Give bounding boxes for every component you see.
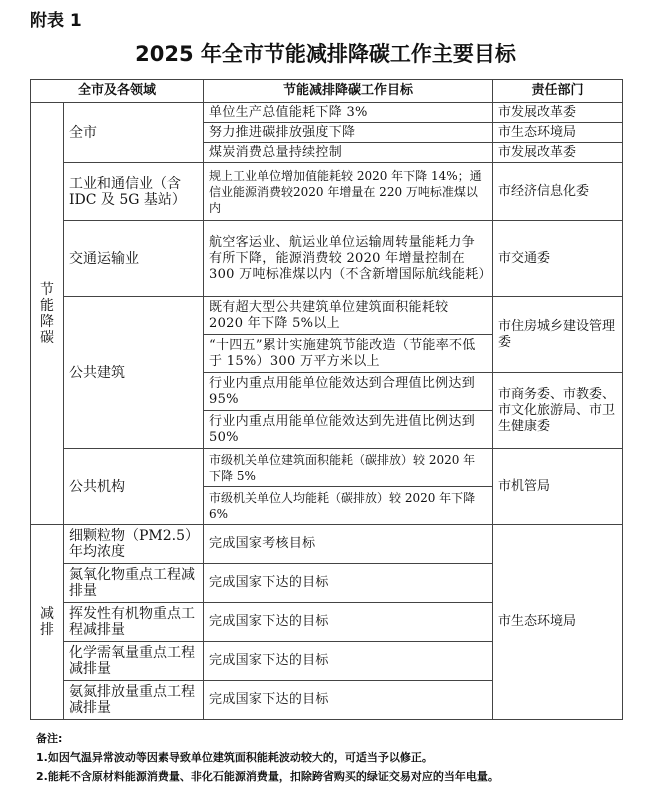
header-domain: 全市及各领域 <box>31 80 204 103</box>
target-cell: 行业内重点用能单位能效达到合理值比例达到 95% <box>204 373 493 411</box>
header-target: 节能减排降碳工作目标 <box>204 80 493 103</box>
target-cell: “十四五”累计实施建筑节能改造（节能率不低于 15%）300 万平方米以上 <box>204 335 493 373</box>
domain-cell: 交通运输业 <box>64 221 204 297</box>
dept-cell: 市住房城乡建设管理委 <box>493 297 623 373</box>
domain-cell: 氮氧化物重点工程减排量 <box>64 564 204 603</box>
domain-cell: 挥发性有机物重点工程减排量 <box>64 603 204 642</box>
table-header-row <box>31 80 623 103</box>
table-row <box>31 221 623 297</box>
table-row <box>31 103 623 123</box>
target-cell: 完成国家下达的目标 <box>204 642 493 681</box>
table-row <box>31 525 623 564</box>
domain-cell: 细颗粒物（PM2.5）年均浓度 <box>64 525 204 564</box>
target-cell: 单位生产总值能耗下降 3% <box>204 103 493 123</box>
table-row <box>31 449 623 487</box>
target-cell: 完成国家下达的目标 <box>204 603 493 642</box>
note-item: 2.能耗不含原材料能源消费量、非化石能源消费量，扣除跨省购买的绿证交易对应的当年电量。 <box>36 770 499 783</box>
target-cell: 完成国家下达的目标 <box>204 681 493 720</box>
target-cell: 既有超大型公共建筑单位建筑面积能耗较 2020 年下降 5%以上 <box>204 297 493 335</box>
target-cell: 煤炭消费总量持续控制 <box>204 143 493 163</box>
header-dept: 责任部门 <box>493 80 623 103</box>
dept-cell: 市发展改革委 <box>493 143 623 163</box>
document-title: 2025 年全市节能减排降碳工作主要目标 <box>135 42 516 66</box>
category-emission: 减排 <box>31 525 64 720</box>
appendix-label: 附表 1 <box>30 11 82 31</box>
dept-cell: 市发展改革委 <box>493 103 623 123</box>
dept-cell: 市商务委、市教委、市文化旅游局、市卫生健康委 <box>493 373 623 449</box>
target-cell: 努力推进碳排放强度下降 <box>204 123 493 143</box>
notes-section <box>30 730 622 787</box>
targets-table <box>30 79 623 720</box>
dept-cell: 市生态环境局 <box>493 123 623 143</box>
target-cell: 航空客运业、航运业单位运输周转量能耗力争有所下降，能源消费较 2020 年增量控制在 300 万吨标准煤以内（不含新增国际航线能耗） <box>204 221 493 297</box>
notes-heading: 备注: <box>36 732 63 745</box>
target-cell: 行业内重点用能单位能效达到先进值比例达到 50% <box>204 411 493 449</box>
note-item: 1.如因气温异常波动等因素导致单位建筑面积能耗波动较大的，可适当予以修正。 <box>36 751 433 764</box>
dept-cell: 市机管局 <box>493 449 623 525</box>
domain-cell: 公共建筑 <box>64 297 204 449</box>
domain-cell: 工业和通信业（含 IDC 及 5G 基站） <box>64 163 204 221</box>
dept-cell: 市生态环境局 <box>493 525 623 720</box>
category-energy: 节能降碳 <box>31 103 64 525</box>
table-row <box>31 297 623 335</box>
domain-cell: 全市 <box>64 103 204 163</box>
target-cell: 规上工业单位增加值能耗较 2020 年下降 14%；通信业能源消费较2020 年增量在 220 万吨标准煤以内 <box>204 163 493 221</box>
target-cell: 市级机关单位建筑面积能耗（碳排放）较 2020 年下降 5% <box>204 449 493 487</box>
target-cell: 完成国家考核目标 <box>204 525 493 564</box>
target-cell: 完成国家下达的目标 <box>204 564 493 603</box>
domain-cell: 氨氮排放量重点工程减排量 <box>64 681 204 720</box>
dept-cell: 市经济信息化委 <box>493 163 623 221</box>
table-row <box>31 163 623 221</box>
dept-cell: 市交通委 <box>493 221 623 297</box>
target-cell: 市级机关单位人均能耗（碳排放）较 2020 年下降 6% <box>204 487 493 525</box>
domain-cell: 化学需氧量重点工程减排量 <box>64 642 204 681</box>
domain-cell: 公共机构 <box>64 449 204 525</box>
